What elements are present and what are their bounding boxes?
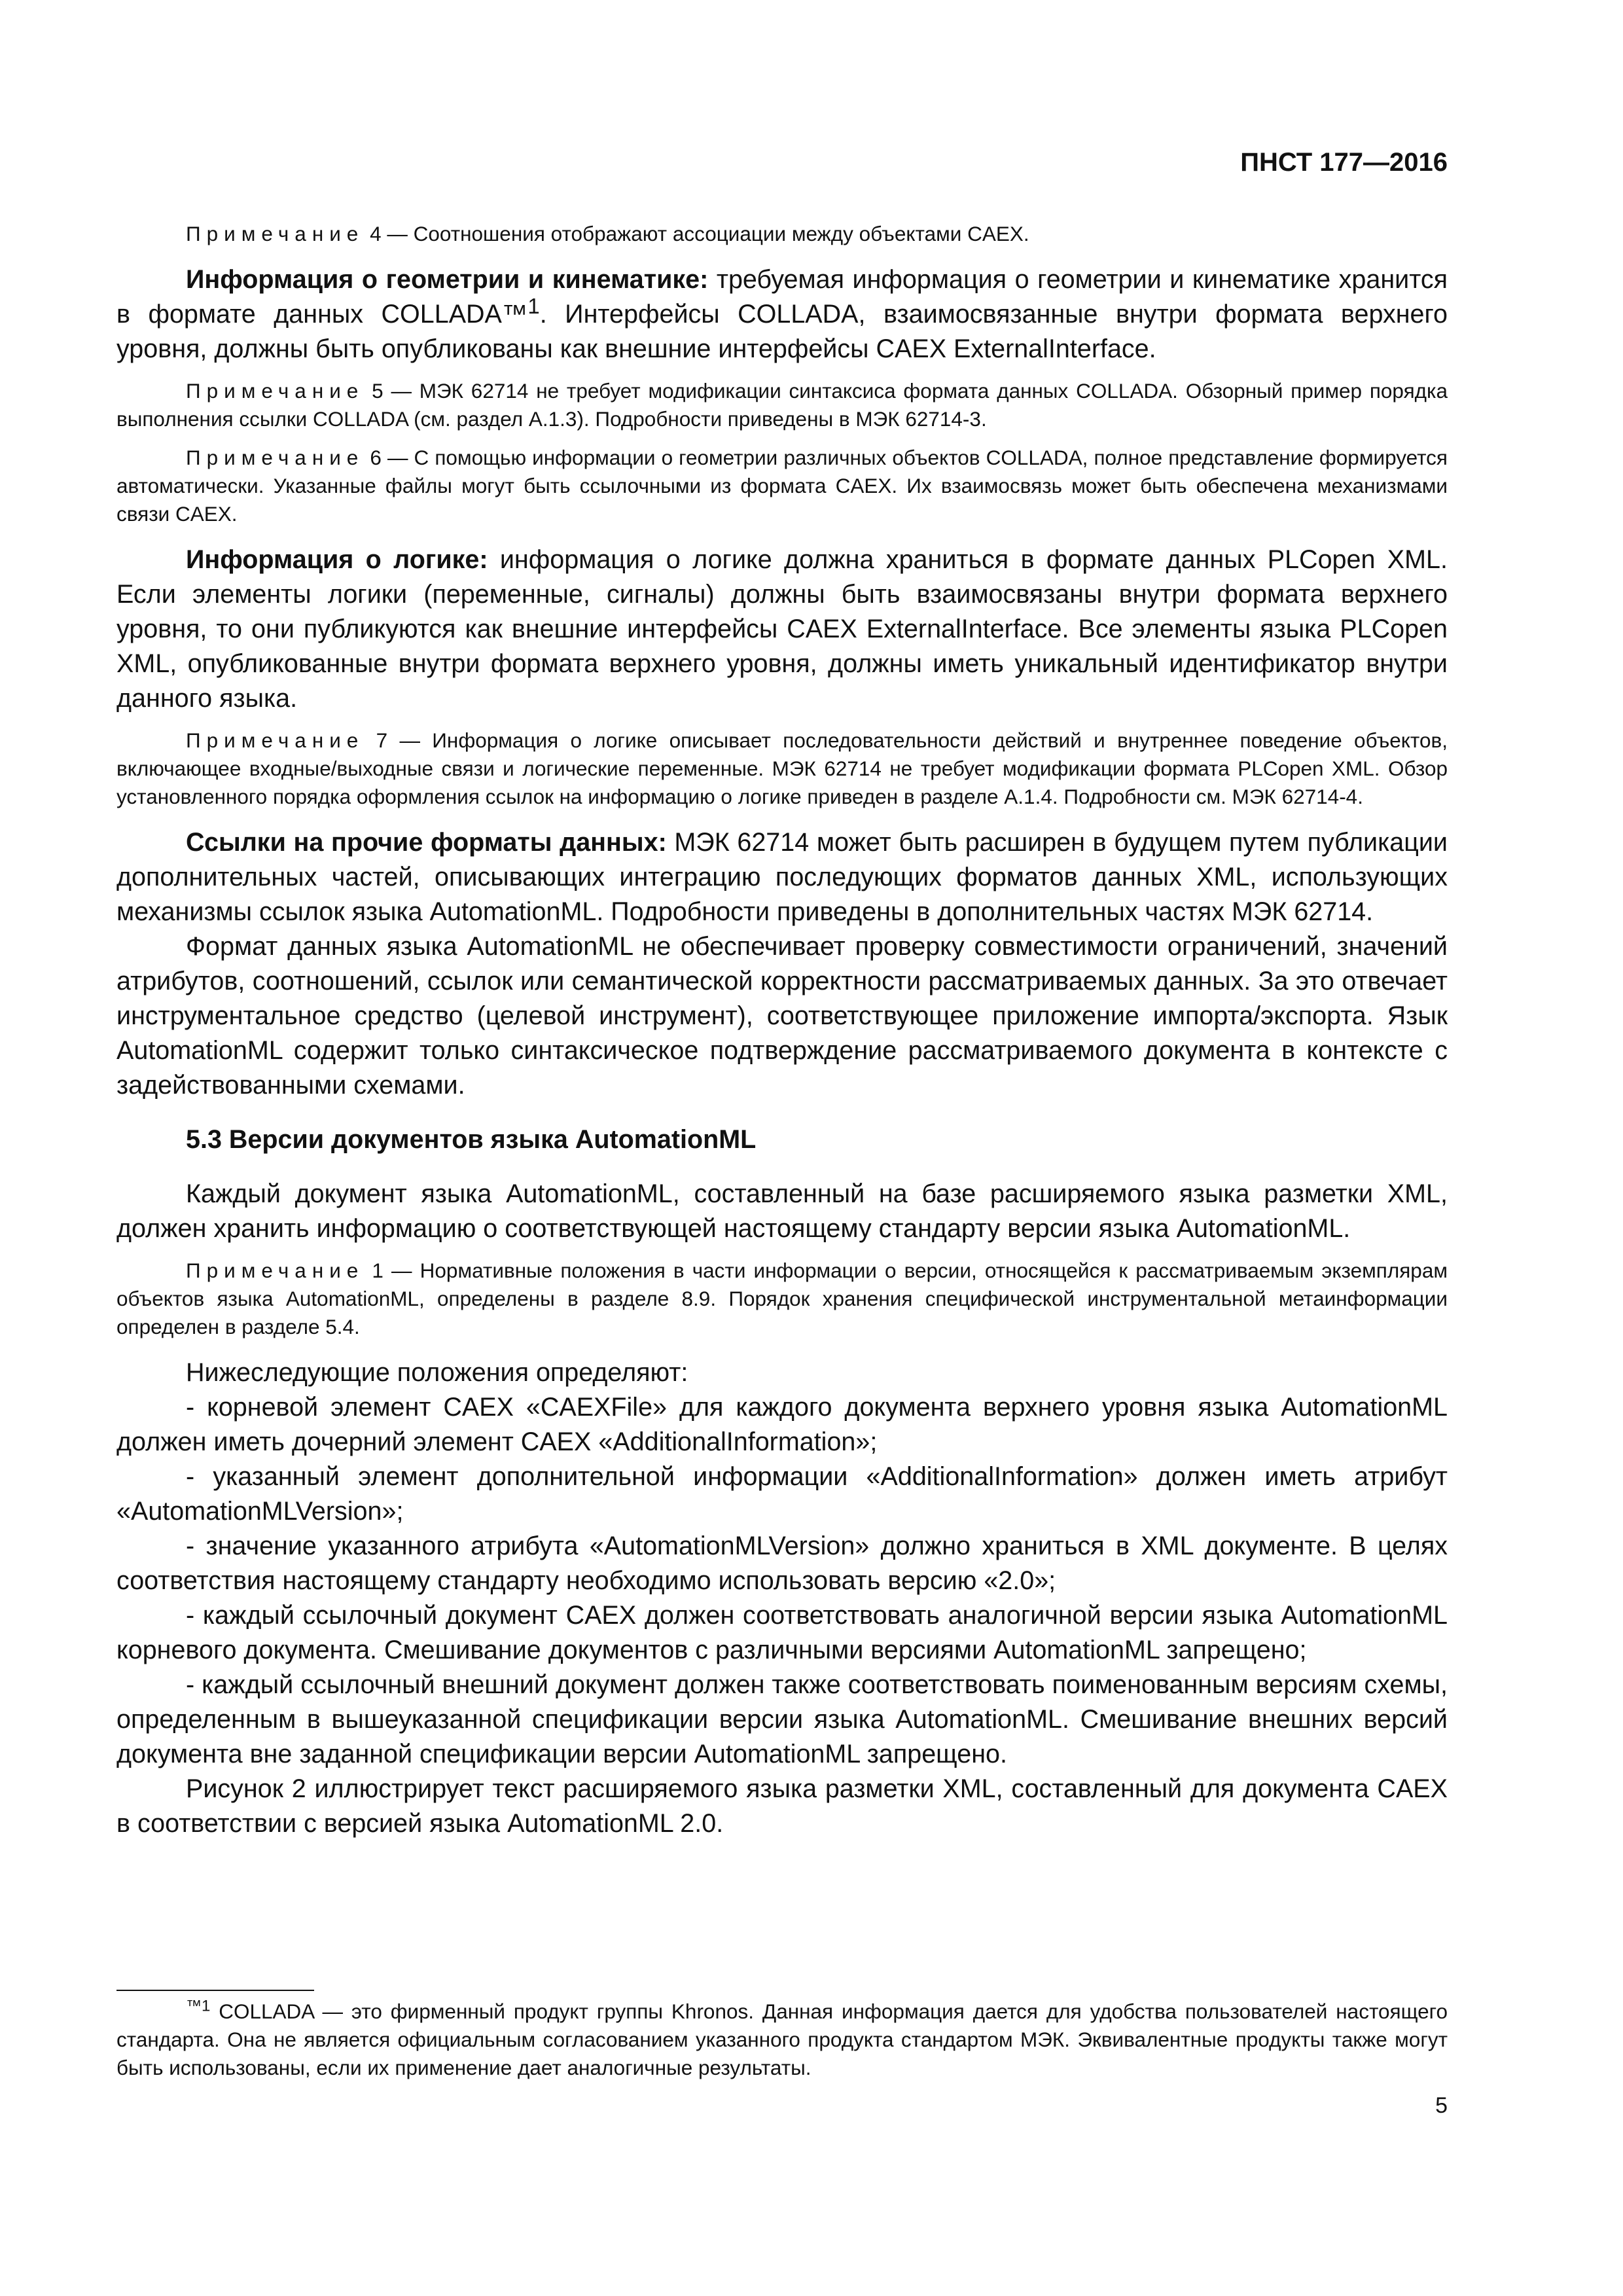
note-7 <box>116 726 1448 811</box>
refs-lead: Ссылки на прочие форматы данных: <box>186 828 667 857</box>
provision-item: - указанный элемент дополнительной информации «AdditionalInformation» должен иметь атрибут «AutomationMLVersion»; <box>116 1462 1448 1526</box>
note-4 <box>116 220 1448 248</box>
note-text: 1 — Нормативные положения в части информации о версии, относящейся к рассматриваемым экземплярам объектов языка AutomationML, определены в разделе 8.9. Порядок хранения специфической инструментальной метаинформации определен в разделе 5.4. <box>116 1259 1448 1338</box>
footnote-ref: 1 <box>527 293 540 318</box>
note-1 <box>116 1257 1448 1341</box>
section-paragraph: Каждый документ языка AutomationML, составленный на базе расширяемого языка разметки XML, должен хранить информацию о соответствующей настоящему стандарту версии языка AutomationML. <box>116 1179 1448 1243</box>
geometry-text-a: требуемая информация о геометрии и кинематике хранится в формате данных COLLADA™ <box>116 265 1448 329</box>
note-text: 5 — МЭК 62714 не требует модификации синтаксиса формата данных COLLADA. Обзорный пример порядка выполнения ссылки COLLADA (см. раздел А.1.3). Подробности приведены в МЭК 62714-3. <box>116 379 1448 431</box>
note-text: 6 — С помощью информации о геометрии различных объектов COLLADA, полное представление формируется автоматически. Указанные файлы могут быть ссылочными из формата CAEX. Их взаимосвязь может быть обеспечена механизмами связи CAEX. <box>116 446 1448 526</box>
footnote-text: COLLADA — это фирменный продукт группы Khronos. Данная информация дается для удобства пользователей настоящего стандарта. Она не является официальным согласованием указанного продукта стандартом МЭК. Эквивалентные продукты также могут быть использованы, если их применение дает аналогичные результаты. <box>116 2000 1448 2079</box>
geometry-paragraph <box>116 262 1448 367</box>
refs-paragraph <box>116 825 1448 929</box>
geometry-text-b: . Интерфейсы COLLADA, взаимосвязанные внутри формата верхнего уровня, должны быть опубликованы как внешние интерфейсы CAEX ExternalInterface. <box>116 300 1448 363</box>
note-label: Примечание <box>186 446 365 469</box>
footnote-separator <box>116 1990 314 1991</box>
footnote <box>116 1998 1448 2082</box>
page-body <box>116 220 1448 1841</box>
note-6 <box>116 444 1448 528</box>
provisions-intro: Нижеследующие положения определяют: <box>186 1358 688 1387</box>
note-label: Примечание <box>186 728 365 752</box>
section-title: 5.3 Версии документов языка AutomationML <box>186 1125 757 1154</box>
provision-item: - значение указанного атрибута «AutomationMLVersion» должно храниться в XML документе. В целях соответствия настоящему стандарту необходимо использовать версию «2.0»; <box>116 1532 1448 1595</box>
page-number: 5 <box>1435 2093 1448 2118</box>
footnote-mark: ™1 <box>186 1997 211 2015</box>
provision-item: - корневой элемент CAEX «CAEXFile» для каждого документа верхнего уровня языка AutomationML должен иметь дочерний элемент CAEX «AdditionalInformation»; <box>116 1393 1448 1456</box>
note-label: Примечание <box>186 222 365 245</box>
format-paragraph: Формат данных языка AutomationML не обеспечивает проверку совместимости ограничений, значений атрибутов, соотношений, ссылок или семантической корректности рассматриваемых данных. За это отвечает инструментальное средство (целевой инструмент), соответствующее приложение импорта/экспорта. Язык AutomationML содержит только синтаксическое подтверждение рассматриваемого документа в контексте с задействованными схемами. <box>116 932 1448 1100</box>
note-text: 4 — Соотношения отображают ассоциации между объектами CAEX. <box>364 222 1029 245</box>
note-text: 7 — Информация о логике описывает последовательности действий и внутреннее поведение объектов, включающее входные/выходные связи и логические переменные. МЭК 62714 не требует модификации формата PLCopen XML. Обзор установленного порядка оформления ссылок на информацию о логике приведен в разделе А.1.4. Подробности см. МЭК 62714-4. <box>116 728 1448 808</box>
geometry-lead: Информация о геометрии и кинематике: <box>186 265 709 294</box>
provision-item: - каждый ссылочный внешний документ должен также соответствовать поименованным версиям схемы, определенным в вышеуказанной спецификации версии языка AutomationML. Смешивание внешних версий документа вне заданной спецификации версии AutomationML запрещено. <box>116 1670 1448 1768</box>
note-5 <box>116 377 1448 433</box>
logic-text: информация о логике должна храниться в формате данных PLCopen XML. Если элементы логики (переменные, сигналы) должны быть взаимосвязаны внутри формата верхнего уровня, то они публикуются как внешние интерфейсы CAEX ExternalInterface. Все элементы языка PLCopen XML, опубликованные внутри формата верхнего уровня, должны иметь уникальный идентификатор внутри данного языка. <box>116 545 1448 713</box>
document-designation: ПНСТ 177—2016 <box>1240 148 1448 177</box>
logic-paragraph <box>116 543 1448 716</box>
logic-lead: Информация о логике: <box>186 545 488 574</box>
refs-text: МЭК 62714 может быть расширен в будущем путем публикации дополнительных частей, описывающих интеграцию последующих форматов данных XML, использующих механизмы ссылок языка AutomationML. Подробности приведены в дополнительных частях МЭК 62714. <box>116 828 1448 926</box>
figure-paragraph: Рисунок 2 иллюстрирует текст расширяемого языка разметки XML, составленный для документа CAEX в соответствии с версией языка AutomationML 2.0. <box>116 1774 1448 1838</box>
note-label: Примечание <box>186 1259 365 1282</box>
provision-item: - каждый ссылочный документ CAEX должен соответствовать аналогичной версии языка AutomationML корневого документа. Смешивание документов с различными версиями AutomationML запрещено; <box>116 1601 1448 1664</box>
note-label: Примечание <box>186 379 365 403</box>
